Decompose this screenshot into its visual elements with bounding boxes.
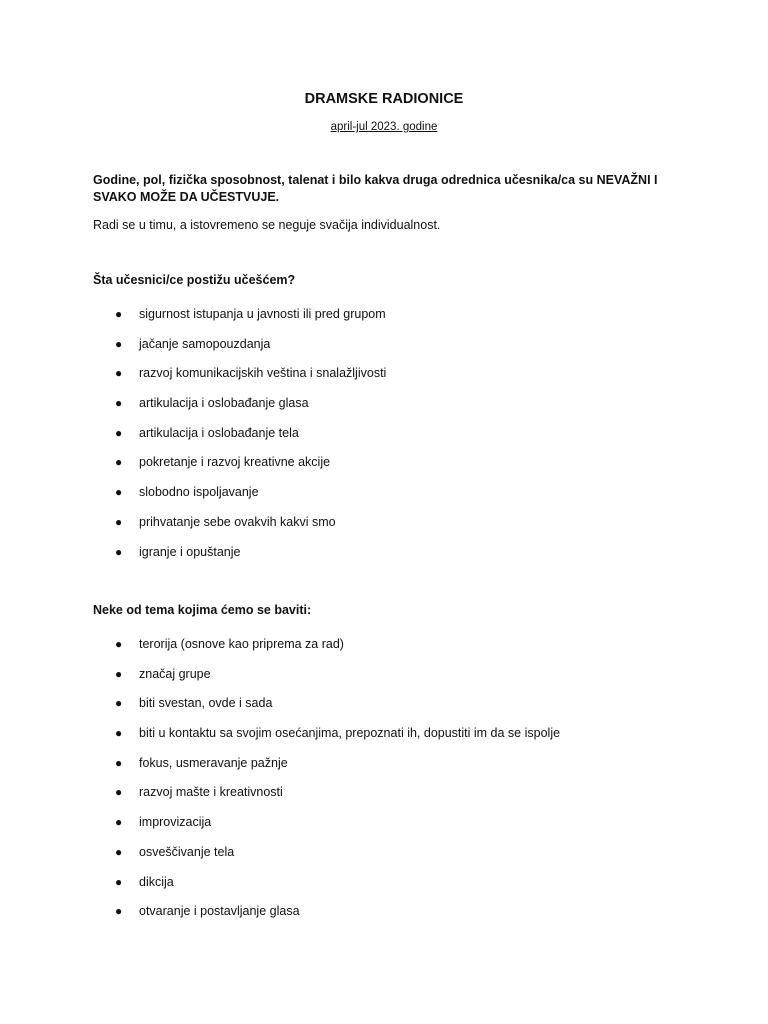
bullet-icon: ●: [115, 755, 123, 770]
list-item-text: razvoj komunikacijskih veština i snalažljivosti: [139, 366, 387, 381]
list-item-text: biti svestan, ovde i sada: [139, 696, 273, 711]
list-item: [0, 874, 768, 904]
list-item: [0, 725, 768, 755]
bullet-icon: ●: [115, 904, 123, 919]
list-item: [0, 454, 768, 484]
list-item-text: artikulacija i oslobađanje tela: [139, 425, 299, 440]
document-title: DRAMSKE RADIONICE: [304, 91, 464, 107]
list-item: [0, 395, 768, 425]
list-item: [0, 784, 768, 814]
list-item: [0, 425, 768, 455]
list-item: [0, 666, 768, 696]
list-item-text: improvizacija: [139, 815, 212, 830]
bullet-icon: ●: [115, 726, 123, 741]
list-item-text: osveščivanje tela: [139, 844, 235, 859]
list-item-text: igranje i opuštanje: [139, 544, 241, 559]
bullet-icon: ●: [115, 544, 123, 559]
bullet-icon: ●: [115, 396, 123, 411]
list-item: [0, 636, 768, 666]
list-item: [0, 695, 768, 725]
list-item-text: otvaranje i postavljanje glasa: [139, 904, 300, 919]
list-item-text: razvoj mašte i kreativnosti: [139, 785, 283, 800]
section-heading-topics: Neke od tema kojima ćemo se baviti:: [93, 603, 312, 617]
bullet-icon: ●: [115, 485, 123, 500]
intro-statement: Godine, pol, fizička sposobnost, talenat i bilo kakva druga odrednica učesnika/ca su NEVAŽNI I SVAKO MOŽE DA UČESTVUJE.: [93, 173, 658, 204]
list-item: [0, 336, 768, 366]
list-item-text: jačanje samopouzdanja: [139, 336, 271, 351]
list-item: [0, 844, 768, 874]
list-item-text: artikulacija i oslobađanje glasa: [139, 396, 309, 411]
list-item: [0, 544, 768, 574]
bullet-icon: ●: [115, 844, 123, 859]
bullet-icon: ●: [115, 514, 123, 529]
list-item-text: prihvatanje sebe ovakvih kakvi smo: [139, 514, 336, 529]
list-item: [0, 755, 768, 785]
bullet-icon: ●: [115, 666, 123, 681]
list-item: [0, 814, 768, 844]
list-item-text: terorija (osnove kao priprema za rad): [139, 637, 344, 651]
bullet-icon: ●: [115, 785, 123, 800]
bullet-icon: ●: [115, 696, 123, 711]
list-item: [0, 365, 768, 395]
list-item: [0, 306, 768, 336]
bullet-icon: ●: [115, 336, 123, 351]
topics-list: [0, 636, 768, 933]
list-item: [0, 903, 768, 933]
list-item-text: sigurnost istupanja u javnosti ili pred grupom: [139, 307, 386, 321]
intro-note: Radi se u timu, a istovremeno se neguje svačija individualnost.: [93, 218, 441, 232]
list-item: [0, 514, 768, 544]
bullet-icon: ●: [115, 307, 123, 321]
bullet-icon: ●: [115, 874, 123, 889]
list-item: [0, 484, 768, 514]
list-item-text: pokretanje i razvoj kreativne akcije: [139, 455, 331, 470]
section-heading-outcomes: Šta učesnici/ce postižu učešćem?: [93, 273, 296, 287]
list-item-text: fokus, usmeravanje pažnje: [139, 755, 288, 770]
list-item-text: značaj grupe: [139, 666, 211, 681]
bullet-icon: ●: [115, 637, 123, 651]
document-subtitle: april-jul 2023. godine: [330, 121, 438, 133]
list-item-text: dikcija: [139, 874, 174, 889]
bullet-icon: ●: [115, 815, 123, 830]
list-item-text: biti u kontaktu sa svojim osećanjima, prepoznati ih, dopustiti im da se ispolje: [139, 726, 561, 741]
bullet-icon: ●: [115, 366, 123, 381]
outcomes-list: [0, 306, 768, 573]
bullet-icon: ●: [115, 455, 123, 470]
bullet-icon: ●: [115, 425, 123, 440]
list-item-text: slobodno ispoljavanje: [139, 485, 259, 500]
